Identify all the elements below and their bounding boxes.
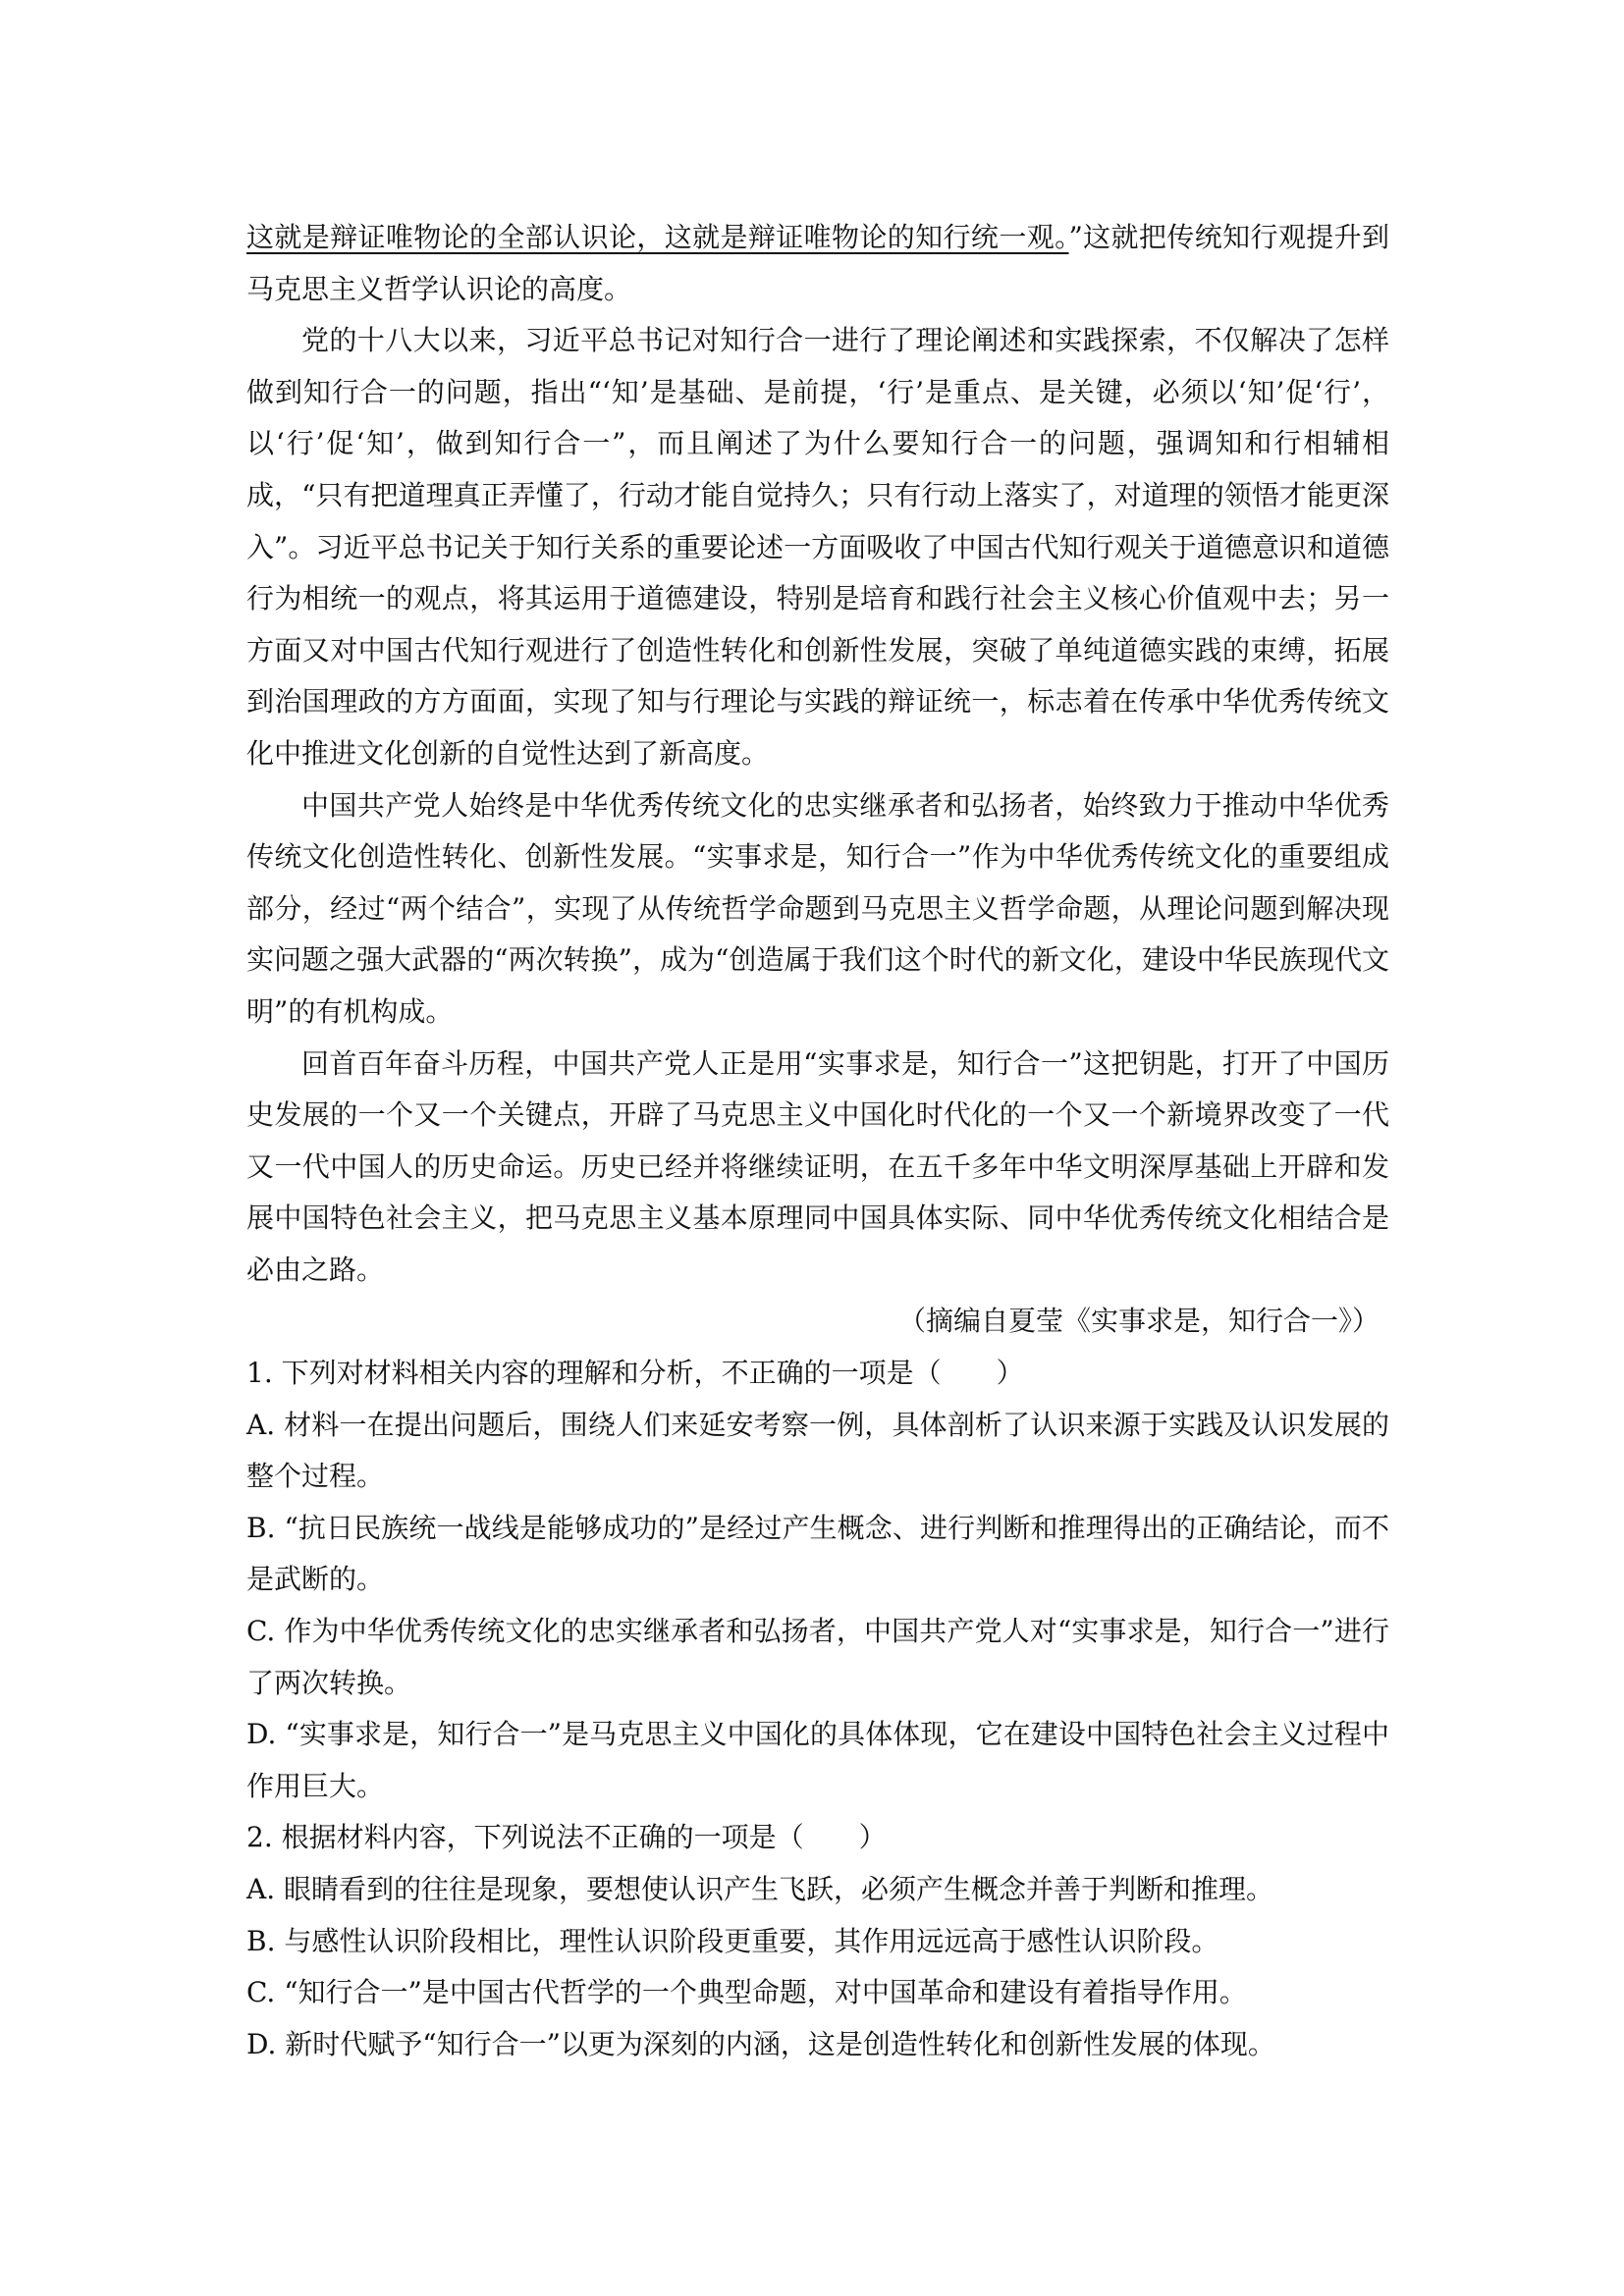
paragraph-2: 党的十八大以来，习近平总书记对知行合一进行了理论阐述和实践探索，不仅解决了怎样做到知行合一的问题，指出“‘知’是基础、是前提，‘行’是重点、是关键，必须以‘知’促‘行’，以‘行’促‘知’，做到知行合一”，而且阐述了为什么要知行合一的问题，强调知和行相辅相成，“只有把道理真正弄懂了，行动才能自觉持久；只有行动上落实了，对道理的领悟才能更深入”。习近平总书记关于知行关系的重要论述一方面吸收了中国古代知行观关于道德意识和道德行为相统一的观点，将其运用于道德建设，特别是培育和践行社会主义核心价值观中去；另一方面又对中国古代知行观进行了创造性转化和创新性发展，突破了单纯道德实践的束缚，拓展到治国理政的方方面面，实现了知与行理论与实践的辩证统一，标志着在传承中华优秀传统文化中推进文化创新的自觉性达到了新高度。 — [246, 324, 1389, 770]
option-a: A. 眼睛看到的往往是现象，要想使认识产生飞跃，必须产生概念并善于判断和推理。 — [246, 1873, 1274, 1905]
underlined-quote: 这就是辩证唯物论的全部认识论，这就是辩证唯物论的知行统一观。 — [246, 221, 1069, 253]
option-c: C. “知行合一”是中国古代哲学的一个典型命题，对中国革命和建设有着指导作用。 — [246, 1976, 1247, 2009]
option-b: B. “抗日民族统一战线是能够成功的”是经过产生概念、进行判断和推理得出的正确结论，而不是武断的。 — [246, 1511, 1389, 1596]
option-c: C. 作为中华优秀传统文化的忠实继承者和弘扬者，中国共产党人对“实事求是，知行合一”进行了两次转换。 — [246, 1615, 1389, 1699]
paragraph-3: 中国共产党人始终是中华优秀传统文化的忠实继承者和弘扬者，始终致力于推动中华优秀传统文化创造性转化、创新性发展。“实事求是，知行合一”作为中华优秀传统文化的重要组成部分，经过“两个结合”，实现了从传统哲学命题到马克思主义哲学命题，从理论问题到解决现实问题之强大武器的“两次转换”，成为“创造属于我们这个时代的新文化，建设中华民族现代文明”的有机构成。 — [246, 788, 1389, 1028]
question-stem: 2. 根据材料内容，下列说法不正确的一项是（ ） — [246, 1821, 887, 1854]
paragraph-4: 回首百年奋斗历程，中国共产党人正是用“实事求是，知行合一”这把钥匙，打开了中国历史发展的一个又一个关键点，开辟了马克思主义中国化时代化的一个又一个新境界改变了一代又一代中国人的历史命运。历史已经并将继续证明，在五千多年中华文明深厚基础上开辟和发展中国特色社会主义，把马克思主义基本原理同中国具体实际、同中华优秀传统文化相结合是必由之路。 — [246, 1046, 1389, 1286]
option-b: B. 与感性认识阶段相比，理性认识阶段更重要，其作用远远高于感性认识阶段。 — [246, 1924, 1219, 1957]
source-citation: （摘编自夏莹《实事求是，知行合一》） — [897, 1305, 1380, 1338]
question-2 — [246, 1812, 1389, 2070]
document-page — [246, 212, 1389, 2070]
paragraph-1-rest: ”这就把传统知行观提升到马克思主义哲学认识论的高度。 — [246, 221, 1389, 305]
question-stem: 1. 下列对材料相关内容的理解和分析，不正确的一项是（ ） — [246, 1357, 1024, 1390]
option-d: D. “实事求是，知行合一”是马克思主义中国化的具体体现，它在建设中国特色社会主义过程中作用巨大。 — [246, 1718, 1389, 1802]
question-1 — [246, 1348, 1389, 1812]
option-d: D. 新时代赋予“知行合一”以更为深刻的内涵，这是创造性转化和创新性发展的体现。 — [246, 2027, 1275, 2060]
option-a: A. 材料一在提出问题后，围绕人们来延安考察一例，具体剖析了认识来源于实践及认识发展的整个过程。 — [246, 1408, 1389, 1493]
paragraph-1 — [246, 212, 1389, 315]
